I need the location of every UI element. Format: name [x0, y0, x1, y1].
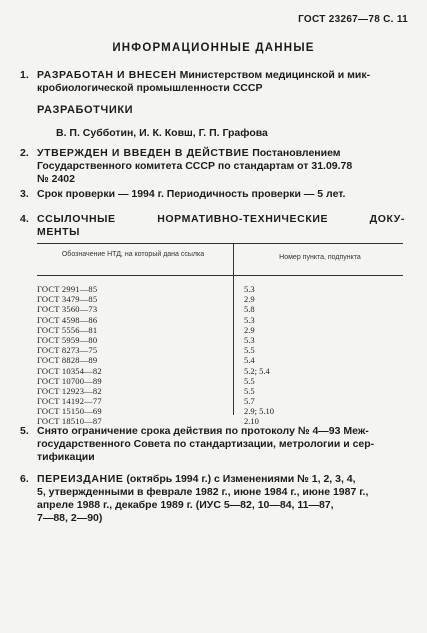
table-cell-document: ГОСТ 10700—89: [37, 375, 102, 386]
item-1-text-cont: кробиологической промышленности СССР: [37, 82, 263, 94]
table-cell-document: ГОСТ 12923—82: [37, 385, 102, 396]
item-6-line-2: 5, утвержденными в феврале 1982 г., июне 1984 г., июне 1987 г.,: [37, 486, 369, 498]
table-cell-document: ГОСТ 8828—89: [37, 355, 98, 366]
item-4-word-2: НОРМАТИВНО-ТЕХНИЧЕСКИЕ: [157, 213, 329, 225]
table-cell-clause: 5.3: [244, 314, 255, 325]
table-cell-clause: 2.9: [244, 324, 255, 335]
item-5-line-3: тификации: [37, 451, 95, 463]
item-6-line-4: 7—88, 2—90): [37, 512, 103, 524]
item-2-text-number: № 2402: [37, 173, 75, 185]
item-4-number: 4.: [20, 213, 29, 225]
table-header-rule: [37, 275, 403, 276]
table-cell-document: ГОСТ 3479—85: [37, 294, 98, 305]
item-1-text: Министерством медицинской и мик-: [176, 69, 371, 81]
reference-table: [37, 243, 403, 427]
item-3-text: Срок проверки — 1994 г. Периодичность проверки — 5 лет.: [37, 188, 346, 200]
item-1-lead: РАЗРАБОТАН И ВНЕСЕН: [37, 69, 177, 81]
item-1-number: 1.: [20, 69, 29, 81]
item-6-lead: ПЕРЕИЗДАНИЕ: [37, 473, 124, 485]
table-cell-clause: 5.3: [244, 334, 255, 345]
table-rows: [37, 284, 403, 427]
table-row: [37, 304, 403, 314]
table-row: [37, 355, 403, 365]
table-row: [37, 335, 403, 345]
table-row: [37, 325, 403, 335]
item-2-text: Постановлением: [249, 147, 341, 159]
item-4-word-1: ССЫЛОЧНЫЕ: [37, 213, 116, 225]
item-6-line-3: апреле 1988 г., декабре 1989 г. (ИУС 5—82, 10—84, 11—87,: [37, 499, 334, 511]
table-row: [37, 406, 403, 416]
table-header-clause: Номер пункта, подпункта: [279, 254, 361, 261]
item-4-line-2: МЕНТЫ: [37, 226, 81, 238]
table-row: [37, 345, 403, 355]
developers-list: В. П. Субботин, И. К. Ковш, Г. П. Графова: [56, 127, 268, 139]
table-row: [37, 294, 403, 304]
item-6-line-1: (октябрь 1994 г.) с Изменениями № 1, 2, 3, 4,: [123, 473, 356, 485]
table-row: [37, 315, 403, 325]
item-5-line-2: государственного Совета по стандартизации, метрологии и сер-: [37, 438, 375, 450]
table-row: [37, 366, 403, 376]
table-cell-clause: 5.4: [244, 355, 255, 366]
item-2-number: 2.: [20, 147, 29, 159]
table-cell-document: ГОСТ 5556—81: [37, 324, 98, 335]
item-6-number: 6.: [20, 473, 29, 485]
table-cell-document: ГОСТ 5959—80: [37, 334, 98, 345]
item-2-text-cont: Государственного комитета СССР по стандартам от 31.09.78: [37, 160, 353, 172]
item-2: [20, 147, 405, 186]
page-header: ГОСТ 23267—78 С. 11: [298, 14, 408, 25]
developers-heading: РАЗРАБОТЧИКИ: [37, 104, 134, 116]
table-cell-document: ГОСТ 3560—73: [37, 304, 98, 315]
table-cell-clause: 5.7: [244, 396, 255, 407]
table-cell-document: ГОСТ 14192—77: [37, 396, 102, 407]
table-top-rule: [37, 243, 403, 244]
table-cell-clause: 5.2; 5.4: [244, 365, 270, 376]
item-5-number: 5.: [20, 425, 29, 437]
table-cell-document: ГОСТ 2991—85: [37, 284, 98, 294]
table-cell-clause: 2.9: [244, 294, 255, 305]
item-5-line-1: Снято ограничение срока действия по протоколу № 4—93 Меж-: [37, 425, 369, 437]
item-5: [20, 425, 405, 464]
item-4-word-3: ДОКУ-: [369, 213, 405, 225]
item-3-number: 3.: [20, 188, 29, 200]
table-cell-clause: 5.5: [244, 375, 255, 386]
table-cell-clause: 5.3: [244, 284, 255, 294]
table-cell-document: ГОСТ 18510—87: [37, 416, 102, 427]
table-row: [37, 376, 403, 386]
table-cell-document: ГОСТ 15150—69: [37, 406, 102, 417]
table-cell-clause: 5.5: [244, 345, 255, 356]
table-cell-document: ГОСТ 4598—86: [37, 314, 98, 325]
item-3: [20, 188, 405, 201]
item-4: [20, 213, 405, 239]
table-header-document: Обозначение НТД, на который дана ссылка: [61, 251, 205, 258]
table-row: [37, 386, 403, 396]
table-row: [37, 284, 403, 294]
item-6: [20, 473, 405, 525]
item-1: [20, 69, 405, 95]
table-cell-clause: 2.9; 5.10: [244, 406, 274, 417]
table-cell-clause: 5.5: [244, 385, 255, 396]
item-2-lead: УТВЕРЖДЕН И ВВЕДЕН В ДЕЙСТВИЕ: [37, 147, 250, 159]
page-title: ИНФОРМАЦИОННЫЕ ДАННЫЕ: [112, 42, 315, 54]
table-cell-clause: 5.8: [244, 304, 255, 315]
table-row: [37, 396, 403, 406]
table-cell-clause: 2.10: [244, 416, 259, 427]
table-cell-document: ГОСТ 10354—82: [37, 365, 102, 376]
table-cell-document: ГОСТ 8273—75: [37, 345, 98, 356]
